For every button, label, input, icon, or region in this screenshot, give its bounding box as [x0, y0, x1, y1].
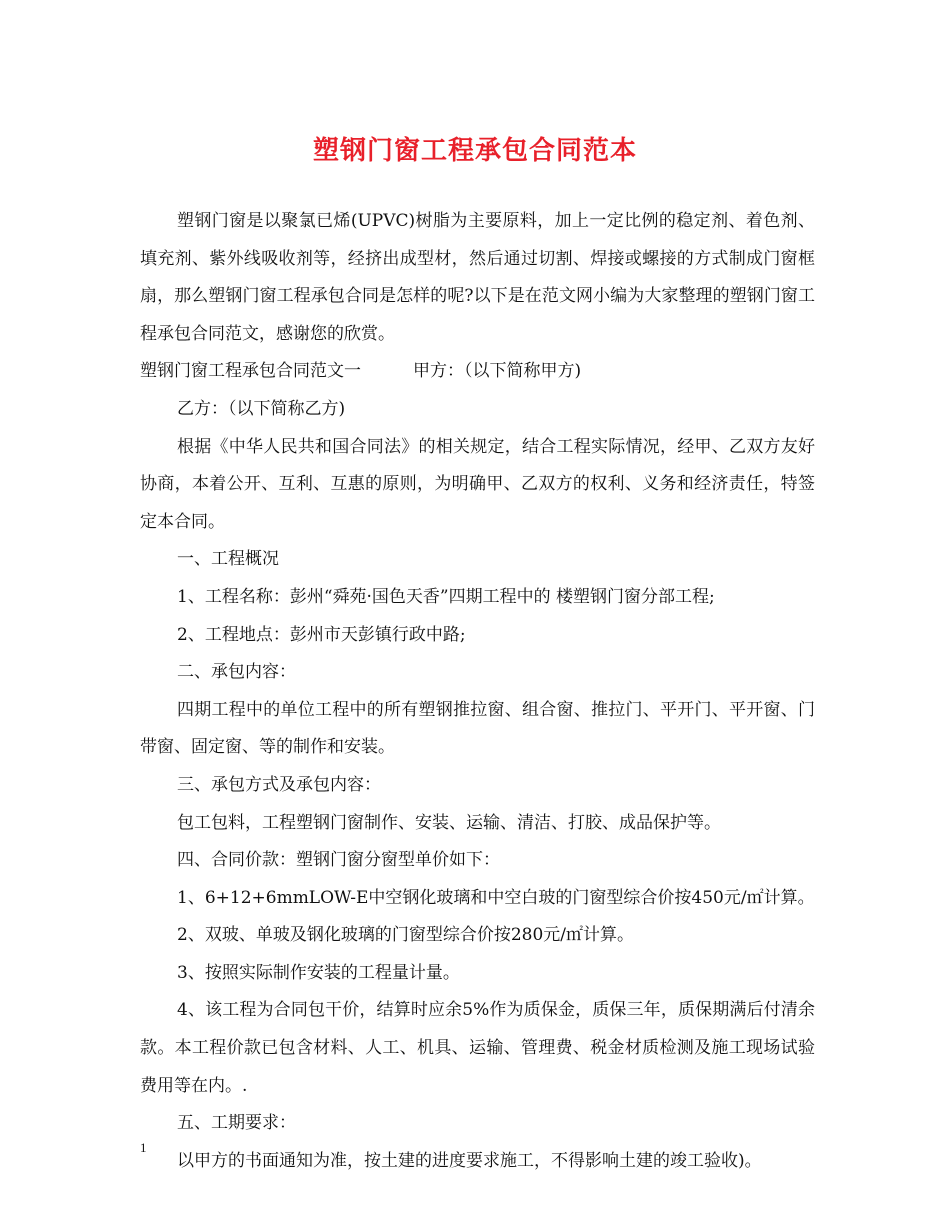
- intro-paragraph: 塑钢门窗是以聚氯已烯(UPVC)树脂为主要原料，加上一定比例的稳定剂、着色剂、填充剂、紫外线吸收剂等，经挤出成型材，然后通过切割、焊接或螺接的方式制成门窗框扇，那么塑钢门窗工程承包合同是怎样的呢?以下是在范文网小编为大家整理的塑钢门窗工程承包合同范文，感谢您的欣赏。: [140, 211, 815, 344]
- section-4-item-3: 3、按照实际制作安装的工程量计量。: [177, 962, 460, 983]
- section-1-item-1: 1、工程名称：彭州“舜苑·国色天香”四期工程中的 楼塑钢门窗分部工程;: [177, 586, 715, 607]
- section-4-item-1: 1、6+12+6mmLOW-E中空钢化玻璃和中空白玻的门窗型综合价按450元/㎡计算。: [177, 887, 815, 908]
- sample-heading: 塑钢门窗工程承包合同范文一: [140, 361, 361, 382]
- section-4-item-4: 4、该工程为合同包干价，结算时应余5%作为质保金，质保三年，质保期满后付清余款。本工程价款已包含材料、人工、机具、运输、管理费、税金材质检测及施工现场试验费用等在内。.: [140, 1000, 815, 1096]
- section-1-item-2: 2、工程地点：彭州市天彭镇行政中路;: [177, 624, 466, 645]
- page-number: 1: [140, 1140, 147, 1155]
- section-5-heading: 五、工期要求：: [177, 1113, 296, 1134]
- sample-heading-line: [140, 353, 815, 391]
- section-5-text: 以甲方的书面通知为准，按土建的进度要求施工，不得影响土建的竣工验收)。: [177, 1150, 762, 1171]
- document-body: [140, 203, 815, 1180]
- section-4-heading: 四、合同价款：塑钢门窗分窗型单价如下：: [177, 850, 500, 871]
- party-b: 乙方：（以下简称乙方): [177, 398, 346, 419]
- section-3-text: 包工包料，工程塑钢门窗制作、安装、运输、清洁、打胶、成品保护等。: [177, 812, 721, 833]
- section-3-heading: 三、承包方式及承包内容：: [177, 774, 381, 795]
- party-a: 甲方：（以下简称甲方): [413, 361, 582, 382]
- section-4-item-2: 2、双玻、单玻及钢化玻璃的门窗型综合价按280元/㎡计算。: [177, 925, 634, 946]
- section-2-text: 四期工程中的单位工程中的所有塑钢推拉窗、组合窗、推拉门、平开门、平开窗、门带窗、固定窗、等的制作和安装。: [140, 699, 815, 758]
- preamble-paragraph: 根据《中华人民共和国合同法》的相关规定，结合工程实际情况，经甲、乙双方友好协商，本着公开、互利、互惠的原则，为明确甲、乙双方的权利、义务和经济责任，特签定本合同。: [140, 436, 815, 532]
- document-title: 塑钢门窗工程承包合同范本: [312, 136, 637, 166]
- section-1-heading: 一、工程概况: [177, 549, 279, 570]
- section-2-heading: 二、承包内容：: [177, 662, 296, 683]
